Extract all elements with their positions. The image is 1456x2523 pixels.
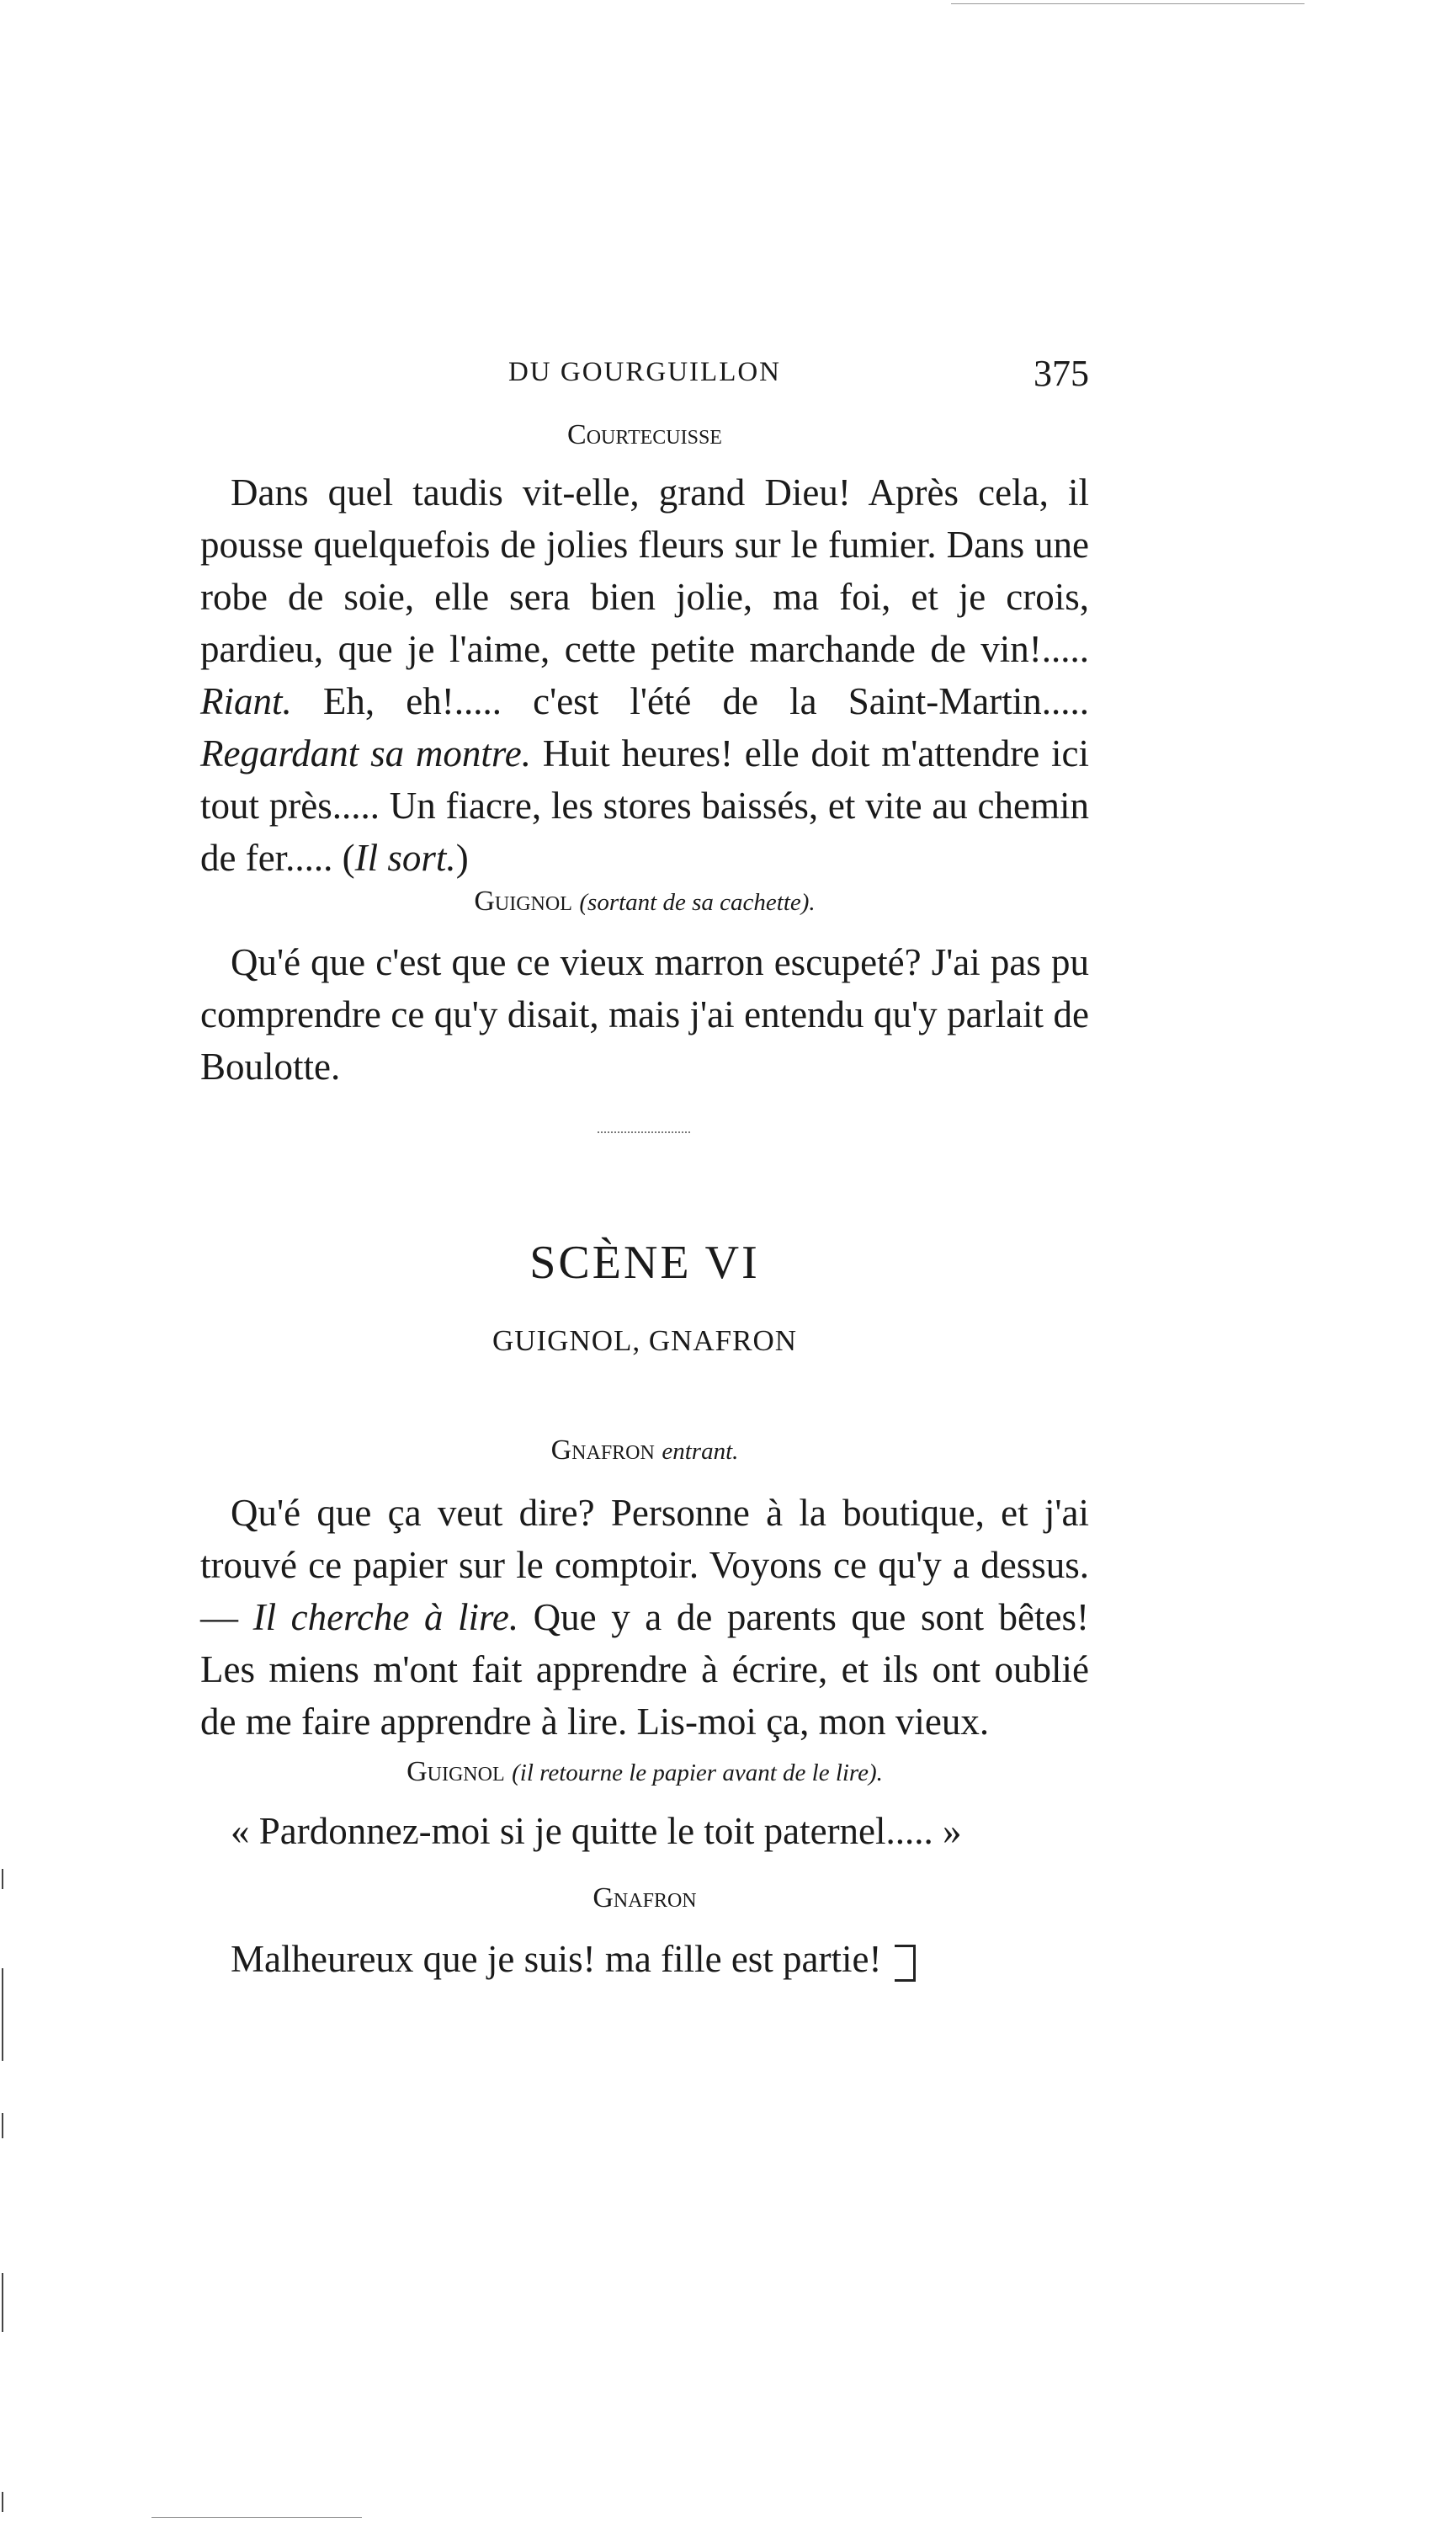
section-divider <box>598 1131 690 1136</box>
stage-direction: (il retourne le papier avant de le lire). <box>512 1759 883 1786</box>
speaker-gnafron: Gnafron <box>592 1882 697 1914</box>
stage-direction: entrant. <box>662 1438 739 1465</box>
speaker-gnafron: Gnafron entrant. <box>550 1434 739 1466</box>
running-title: DU GOURGUILLON <box>507 357 782 387</box>
speech-courtecuisse <box>200 419 1089 884</box>
bracket-mark <box>895 1945 916 1982</box>
speaker-guignol: Guignol (il retourne le papier avant de le lire). <box>407 1756 883 1787</box>
speech-text-gnafron-2: Malheureux que je suis! ma fille est partie! <box>200 1933 1089 1985</box>
scan-edge-mark <box>2 2273 3 2332</box>
scan-edge-mark <box>2 2492 3 2512</box>
stage-direction: (sortant de sa cachette). <box>579 889 816 916</box>
speaker-courtecuisse: Courtecuisse <box>567 419 722 450</box>
page-number: 375 <box>1034 353 1089 394</box>
speech-gnafron-1 <box>200 1434 1089 1748</box>
speech-text-gnafron-1: Qu'é que ça veut dire? Personne à la boutique, et j'ai trouvé ce papier sur le comptoir. Voyons ce qu'y a dessus. — Il cherche à lire. Que y a de parents que sont bêtes! Les miens m'ont fait apprendre à écrire, et ils ont oublié de me faire apprendre à lire. Lis-moi ça, mon vieux. <box>200 1492 1089 1743</box>
scan-edge-rule-top <box>951 3 1305 4</box>
scene-characters: GUIGNOL, GNAFRON <box>492 1324 798 1357</box>
speech-guignol-2 <box>200 1756 1089 1857</box>
speaker-guignol: Guignol (sortant de sa cachette). <box>474 886 816 917</box>
speech-text-guignol-1: Qu'é que c'est que ce vieux marron escupeté? J'ai pas pu comprendre ce qu'y disait, mais j'ai entendu qu'y parlait de Boulotte. <box>200 941 1089 1088</box>
speech-guignol-1 <box>200 886 1089 1093</box>
speech-gnafron-2 <box>200 1882 1089 1985</box>
speech-text-guignol-2: « Pardonnez-moi si je quitte le toit paternel..... » <box>231 1810 962 1852</box>
scene-title: SCÈNE VI <box>529 1237 760 1289</box>
scan-edge-mark <box>2 1869 3 1889</box>
speech-text-courtecuisse: Dans quel taudis vit-elle, grand Dieu! Après cela, il pousse quelquefois de jolies fleurs sur le fumier. Dans une robe de soie, elle sera bien jolie, ma foi, et je crois, pardieu, que je l'aime, cette petite marchande de vin!..... Riant. Eh, eh!..... c'est l'été de la Saint-Martin..... Regardant sa montre. Huit heures! elle doit m'attendre ici tout près..... Un fiacre, les stores baissés, et vite au chemin de fer..... (Il sort.) <box>200 471 1090 879</box>
scan-edge-rule-bottom <box>151 2517 362 2518</box>
scan-edge-mark <box>2 1968 3 2061</box>
running-head <box>200 352 1089 394</box>
scan-edge-mark <box>2 2113 3 2138</box>
